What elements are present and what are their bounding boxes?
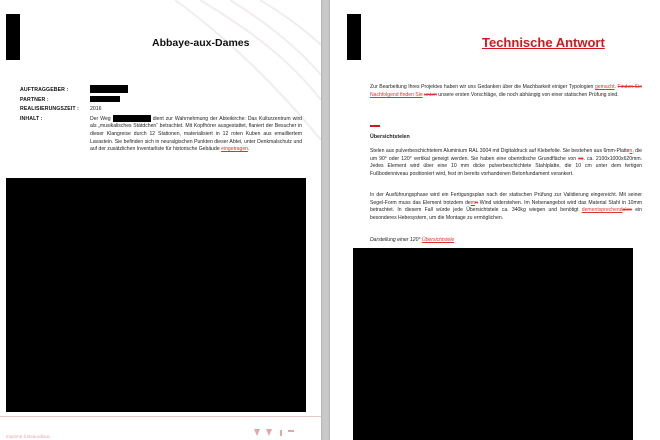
intro-inserted-2: Nachfolgend finden Sie	[370, 91, 423, 98]
content-end: .	[248, 146, 250, 153]
figure-caption	[370, 237, 454, 243]
year-value: 2016	[90, 106, 102, 112]
intro-deleted-2: unten	[424, 91, 437, 98]
paragraph-1	[370, 148, 642, 178]
footer-logo-icon	[252, 428, 302, 438]
intro-deleted-1: Finden Sie	[617, 84, 642, 90]
partner-redaction	[90, 96, 120, 102]
p1-inserted: n	[629, 148, 633, 154]
p1-text-c: . ca. 2100x1000x620mm. Jedes Element wird über eine 10 mm dicke pulverbeschichtete Stahlplatte, die 10 cm unter dem fertigen Fußbodenniveau positioniert wird, fest im bereits vorhandenen Betonfundament verankert.	[370, 155, 643, 177]
project-title: Abbaye-aux-Dames	[152, 37, 250, 49]
p1-deleted: ca	[578, 155, 584, 162]
subsection-heading: Übersichtstelen	[370, 134, 410, 140]
logo-redaction	[347, 14, 361, 60]
p2-text-a: In der Ausführungsphase wird ein Fertigungsplan nach der statischen Prüfung zur Validierung eingereicht. Mit seiner Segel-Form muss das Element trotzdem de	[370, 192, 642, 206]
right-page	[330, 0, 660, 440]
content-text-start: Der Weg	[90, 115, 111, 122]
intro-text-a: Zur Bearbeitung Ihres Projektes haben wir uns Gedanken über die Machbarkeit einiger Typologien	[370, 84, 594, 90]
content-paragraph	[90, 115, 302, 154]
left-page	[0, 0, 321, 440]
inserted-text: eingetragen	[221, 146, 249, 153]
figure-redaction	[353, 248, 633, 440]
paragraph-2	[370, 192, 642, 222]
section-marker	[370, 125, 380, 127]
p2-inserted-2: dementsprechend	[581, 207, 623, 214]
client-redaction	[90, 85, 128, 93]
p2-deleted-1: n	[475, 199, 478, 206]
year-label: REALISIERUNGSZEIT :	[20, 106, 79, 112]
client-label: AUFTRAGGEBER :	[20, 87, 69, 93]
content-label: INHALT :	[20, 116, 43, 122]
logo-redaction	[6, 14, 20, 60]
p2-deleted-2: also	[622, 207, 632, 214]
footer-text: Imprimé à Beauvillaux	[6, 434, 51, 439]
section-title: Technische Antwort	[482, 35, 605, 50]
caption-text: Darstellung einer 120°	[370, 237, 421, 243]
intro-text-b: .	[614, 84, 616, 90]
intro-inserted-1: gemacht	[594, 84, 615, 90]
p2-text-c: ein besonderes Hebesystem, um die Montage zu ermöglichen.	[370, 207, 643, 221]
p2-inserted-1: m	[470, 199, 475, 206]
caption-inserted: Übersichtstele	[421, 237, 455, 243]
intro-paragraph	[370, 84, 642, 99]
content-text-body: dient zur Wahrnehmung der Abteikirche: Das Kulturzentrum wird als „musikalisches Stätdchen“ betrachtet. Mit Kopfhörer ausgestattet, flaniert der Besucher in dieser Klangreise durch 12 Stationen, materialisiert in 12 roten Kuben aus emailliertem Lavastein. Sie befinden sich in neuralgischen Punkten dieser Abtei, unter Denkmalschutz und auf der zusätzlichen Inventarliste für historische Gebäude	[90, 115, 302, 153]
p2-text-b: Wind widerstehen. Im Nebenangebot wird das Material Stahl in 10mm betrachtet. In diesem Fall würde jede Übersichtstele ca. 340kg wiegen und benötigt	[370, 199, 642, 214]
partner-label: PARTNER :	[20, 97, 49, 103]
intro-text-c: unsere ersten Vorschläge, die noch abhängig von einer statischen Prüfung sind.	[438, 91, 619, 98]
name-redaction	[113, 115, 151, 122]
footer-divider	[0, 416, 321, 417]
p1-text-b: , die um 90° oder 120° vertikal geneigt werden. Sie haben eine oberirdische Grundfläche von	[370, 148, 642, 162]
p1-text-a: Stelen aus pulverbeschichtetem Aluminium RAL 3004 mit Digitaldruck auf Klebefolie. Sie bestehen aus 6mm-Platte	[370, 148, 630, 154]
image-redaction	[6, 178, 306, 412]
